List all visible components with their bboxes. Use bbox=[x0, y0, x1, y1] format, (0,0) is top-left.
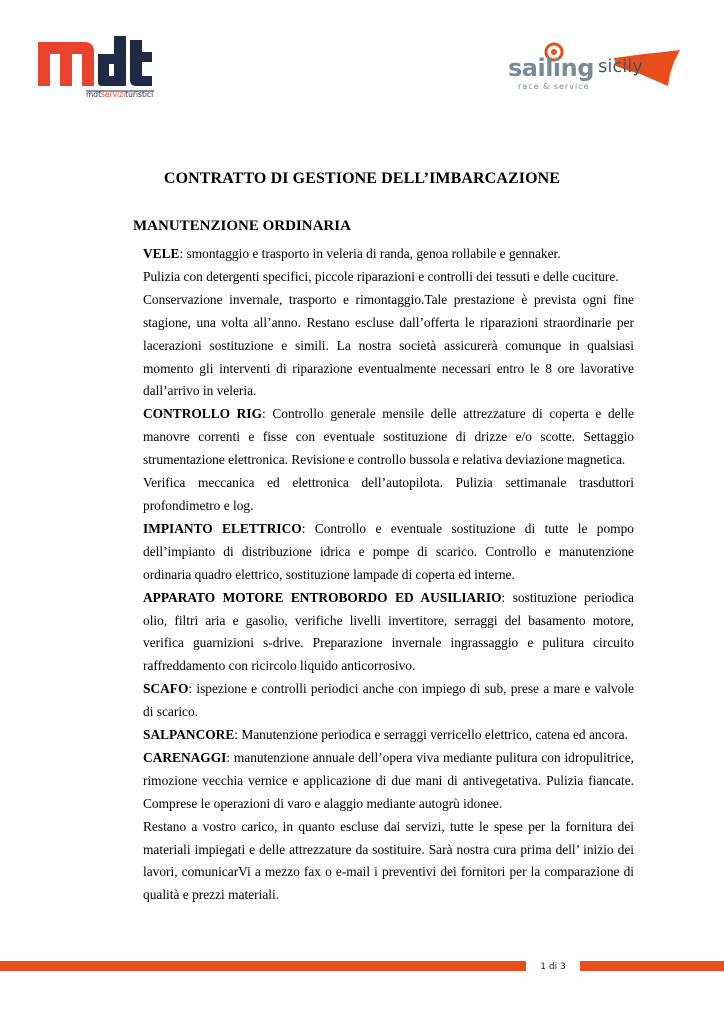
paragraph-text: : Controllo e eventuale sostituzione di tutte le pompo dell’impianto di distribuzione idrica e pompe di scarico. Controllo e manutenzione ordinaria quadro elettrico, sostituzione lampade di coperta ed interne. bbox=[143, 520, 634, 582]
sailing-wordmark: sailing bbox=[508, 54, 594, 82]
paragraph-label: CARENAGGI bbox=[143, 749, 227, 765]
sailing-sicily-logo bbox=[494, 40, 684, 96]
page-number: 1 di 3 bbox=[540, 962, 566, 972]
paragraph-label: SALPANCORE bbox=[143, 727, 235, 743]
paragraph-label: CONTROLLO RIG bbox=[143, 406, 262, 422]
paragraph-text: : Controllo generale mensile delle attrezzature di coperta e delle manovre correnti e fisse con eventuale sostituzione di drizze e/o scotte. Settaggio strumentazione elettronica. Revisione e controllo bussola e relativa deviazione magnetica. bbox=[143, 406, 635, 468]
footer-bar-right bbox=[580, 961, 724, 971]
paragraph-label: IMPIANTO ELETTRICO bbox=[143, 520, 302, 536]
paragraph bbox=[143, 403, 634, 472]
paragraph-text: : ispezione e controlli periodici anche con impiego di sub, prese a mare e valvole di scarico. bbox=[143, 681, 634, 720]
document-body bbox=[143, 243, 634, 907]
paragraph-label: SCAFO bbox=[143, 681, 189, 697]
paragraph-text: Restano a vostro carico, in quanto escluse dai servizi, tutte le spese per la fornitura dei materiali impiegati e delle attrezzature da sostituire. Sarà nostra cura prima dell’ inizio dei lavori, comunicarVi a mezzo fax o e-mail i preventivi dei fornitori per la comparazione di qualità e prezzi materiali. bbox=[143, 818, 634, 903]
paragraph-text: Verifica meccanica ed elettronica dell’autopilota. Pulizia settimanale trasduttori profondimetro e log. bbox=[143, 475, 634, 513]
paragraph-label: APPARATO MOTORE ENTROBORDO ED AUSILIARIO bbox=[143, 589, 502, 605]
document-title: CONTRATTO DI GESTIONE DELL’IMBARCAZIONE bbox=[163, 170, 561, 187]
mdt-tagline: mdtservizituristici bbox=[86, 90, 154, 99]
mdt-logo bbox=[36, 34, 156, 102]
paragraph-text: : sostituzione periodica olio, filtri aria e gasolio, verifiche livelli invertitore, serraggi del basamento motore, verifica guarnizioni s-drive. Preparazione invernale ingrassaggio e pulitura circuito raffreddamento con ricircolo liquido anticorrosivo. bbox=[143, 589, 634, 674]
paragraph-text: : Manutenzione periodica e serraggi verricello elettrico, catena ed ancora. bbox=[234, 727, 628, 743]
paragraph bbox=[143, 724, 634, 747]
paragraph bbox=[143, 747, 634, 816]
paragraph bbox=[143, 816, 634, 908]
paragraph-label: VELE bbox=[143, 246, 180, 261]
paragraph-text: : smontaggio e trasporto in veleria di randa, genoa rollabile e gennaker. bbox=[179, 246, 561, 261]
paragraph-text: Conservazione invernale, trasporto e rimontaggio.Tale prestazione è prevista ogni fine stagione, una volta all’anno. Restano escluse dall’offerta le riparazioni straordinarie per lacerazioni sostituzione e simili. La nostra società assicurerà comunque in qualsiasi momento gli interventi di riparazione eventualmente necessari entro le 8 ore lavorative dall’arrivo in veleria. bbox=[143, 291, 634, 399]
sailing-subline: race & service bbox=[518, 82, 590, 91]
sicily-wordmark: sicily bbox=[598, 56, 643, 77]
section-heading: MANUTENZIONE ORDINARIA bbox=[133, 218, 351, 234]
paragraph bbox=[143, 472, 634, 518]
footer-bar-left bbox=[0, 961, 526, 971]
paragraph-text: Pulizia con detergenti specifici, piccole riparazioni e controlli dei tessuti e delle cuciture. bbox=[143, 268, 619, 284]
paragraph bbox=[143, 289, 634, 404]
paragraph bbox=[143, 518, 634, 587]
paragraph bbox=[143, 243, 634, 266]
paragraph-text: : manutenzione annuale dell’opera viva mediante pulitura con idropulitrice, rimozione vecchia vernice e applicazione di due mani di antivegetativa. Pulizia fiancate. Comprese le operazioni di varo e alaggio mediante autogrù idonee. bbox=[143, 749, 634, 811]
paragraph bbox=[143, 678, 634, 724]
paragraph bbox=[143, 266, 634, 289]
paragraph bbox=[143, 587, 634, 679]
